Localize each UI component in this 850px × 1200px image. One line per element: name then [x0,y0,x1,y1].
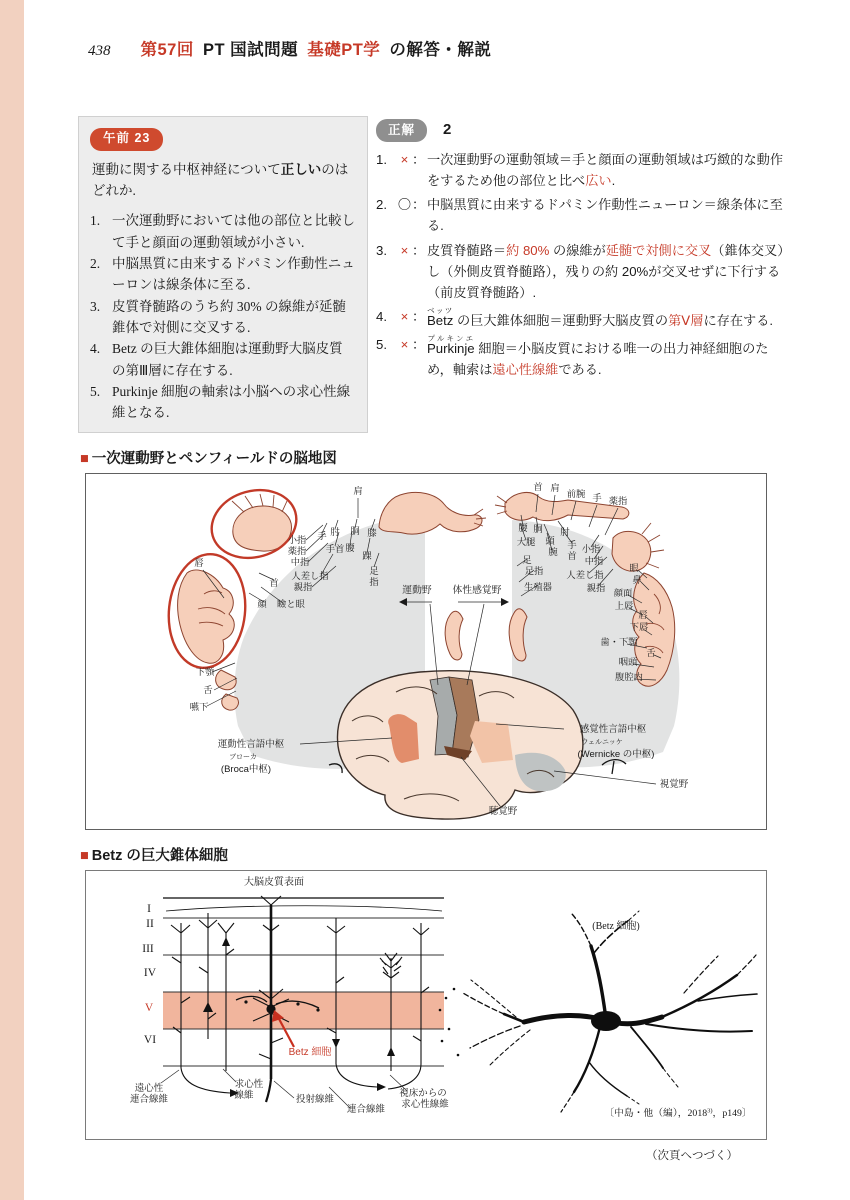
figure-label: 前腕 [566,488,586,499]
figure-label: 遠心性 [134,1082,164,1094]
figure-label: 手 [567,539,577,550]
option-text: 一次運動野においては他の部位と比較して手と顔面の運動領域が小さい. [112,213,355,250]
option-number: 2. [90,256,101,272]
figure-label: I [147,902,151,915]
figure-label: 腹腔内 [615,671,643,682]
wrong-mark: × [400,152,409,167]
title-exam-name: PT 国試問題 [202,41,299,59]
figure-label: III [142,942,154,955]
figure-label: 腕 [548,546,558,557]
section-marker-icon: ■ [80,450,89,467]
right-arrowhead [501,598,509,606]
two-column-area [78,116,790,433]
figure-label: 上唇 [614,600,634,611]
leader-lines [161,1069,407,1108]
option-text: 皮質脊髄路のうち約 30% の線維が延髄錐体で対側に交叉する. [112,298,346,336]
question-box [78,116,368,433]
figure-label: 連合線維 [129,1093,169,1105]
section-title-text: 一次運動野とペンフィールドの脳地図 [91,450,337,467]
betz-cell-figure [86,871,766,1139]
figure-label: 求心性線維 [401,1098,449,1110]
option-text: 中脳黒質に由来するドパミン作動性ニューロンは線条体に至る. [112,256,355,293]
answer-text: Purkinjeプルキンエ 細胞＝小脳皮質における唯一の出力神経細胞のため，軸索は遠心性線維である. [427,334,769,378]
figure-label: 下顎 [195,666,215,677]
option-number: 5. [90,384,101,400]
answer-item: 2. 〇 ： 中脳黒質に由来するドパミン作動性ニューロン＝線条体に至る. [376,194,790,236]
figure-label: 肘 [330,526,340,537]
option-row [90,338,356,381]
continued-note: （次頁へつづく） [646,1149,738,1162]
correct-answer-number: 2 [443,121,452,138]
figure-label: 足 [522,554,532,565]
figure-label: 視覚野 [659,778,689,790]
figure-label: 中指 [584,555,604,566]
figure-label: 眼 [629,562,639,573]
figure-label: 求心性 [234,1078,264,1090]
title-subject: 基礎PT学 [307,41,381,59]
wrong-mark: × [400,337,409,352]
wrong-mark: × [400,242,409,258]
option-number: 3. [90,298,101,314]
figure-label: 感覚性言語中枢 [579,723,647,735]
figure-label: 頭 [545,535,555,546]
figure-label: 手 [317,530,327,541]
figure-label: 線維 [234,1089,254,1101]
figure-label: 首 [269,577,279,588]
option-row [90,381,356,424]
option-text: Purkinje 細胞の軸索は小脳への求心性線維となる. [112,384,351,421]
figure-label: 肘 [560,526,570,537]
option-number: 1. [90,213,101,229]
figure-label: 歯・下顎 [600,636,638,647]
figure-label: 小指 [581,543,601,554]
title-exam-no: 第57回 [140,41,194,59]
figure-label: 大腿 [516,536,536,547]
answer-text: Betzベッツ の巨大錐体細胞＝運動野大脳皮質の第Ⅴ層に存在する. [427,305,774,328]
figure-label: 親指 [586,582,606,593]
answer-header [376,118,790,142]
answer-item: 3. × ： 皮質脊髄路＝約 80% の線維が延髄で対側に交叉（錐体交叉）し（外側皮質脊髄路），残りの約 20%が交叉せずに下行する（前皮質脊髄路）. [376,240,790,303]
answer-text: 中脳黒質に由来するドパミン作動性ニューロン＝線条体に至る. [427,197,783,234]
figure-label: Betz 細胞 [288,1046,332,1058]
figure-label: 肩 [550,482,560,493]
penfield-homunculus-figure [86,474,766,829]
figure-label: 連合線維 [346,1103,386,1115]
betz-neuron-drawing [439,911,757,1112]
figure-label: 舌 [646,647,656,658]
figure-label: 生殖器 [524,581,552,592]
page-number: 438 [88,43,111,59]
figure-label: 首 [533,481,543,492]
answer-text: 皮質脊髄路＝約 80% の線維が延髄で対側に交叉（錐体交叉）し（外側皮質脊髄路），残りの約 20%が交叉せずに下行する（前皮質脊髄路）. [427,242,784,300]
option-number: 4. [90,341,101,357]
correct-answer-badge: 正解 [376,119,427,142]
figure-label: 鼻 [632,574,642,585]
stem-text: 運動に関する中枢神経について [92,161,281,177]
page-title [141,36,496,60]
figure-label: 人差し指 [566,569,604,580]
figure-label: (Betz 細胞) [592,920,640,932]
answer-item: 5. × ： Purkinjeプルキンエ 細胞＝小脳皮質における唯一の出力神経細胞のため，軸索は遠心性線維である. [376,334,790,380]
figure-label: 瞼と眼 [277,598,305,609]
figure-label: 小指 [287,534,307,545]
figure-label: 胴 [350,525,360,536]
figure-label: 顔面 [613,587,633,598]
section-title-betz [80,844,850,865]
figure-label: 薬指 [287,545,307,556]
cortex-layer-lines [163,898,444,1066]
figure-label: 指 [369,576,379,587]
answer-item: 4. × ： Betzベッツ の巨大錐体細胞＝運動野大脳皮質の第Ⅴ層に存在する. [376,306,790,331]
figure-label: II [146,917,154,930]
question-number-badge: 午前 23 [90,128,163,151]
option-text: Betz の巨大錐体細胞は運動野大脳皮質の第Ⅲ層に存在する. [112,341,343,378]
figure-label: 大脳皮質表面 [244,876,304,888]
penfield-figure-box [85,473,767,830]
wrong-mark: × [400,308,409,324]
figure-label: 下唇 [629,621,649,632]
figure-label: 手首 [325,543,345,554]
figure-label: 足指 [524,565,544,576]
option-row [90,253,356,296]
brain-lateral-view [337,670,582,818]
figure-label: 体性感覚野 [452,584,502,596]
figure-label: 運動性言語中枢 [217,738,285,750]
figure-label: 顔 [257,598,267,609]
section-title-text: Betz の巨大錐体細胞 [91,847,228,864]
answer-explanations [376,149,790,380]
section-title-penfield [80,447,850,468]
answer-item: 1. × ： 一次運動野の運動領域＝手と顔面の運動領域は巧緻的な動作をするため他の部位と比べ広い. [376,149,790,191]
title-suffix: の解答・解説 [389,41,492,59]
betz-figure-box [85,870,767,1140]
figure-label: 視床からの [399,1087,447,1099]
figure-label: 聴覚野 [488,805,518,817]
stem-bold-word: 正しい [280,161,322,177]
figure-label: IV [143,966,157,979]
figure-label: 投射線維 [295,1093,335,1105]
figure-label: 嚥下 [189,701,209,712]
figure-label: 足 [369,565,379,576]
figure-label: 運動野 [402,584,432,596]
section-marker-icon: ■ [80,847,89,864]
figure-label: 腰 [518,522,528,533]
figure-label: (Wernicke の中枢) [577,748,655,760]
figure-label: VI [143,1033,157,1046]
stem-tail: のはどれか. [92,161,349,199]
figure-label: 肩 [353,485,363,496]
question-stem [92,159,354,202]
figure-label: 踝 [362,550,372,561]
figure-label: (Broca中枢) [220,763,272,775]
figure-label: 唇 [194,557,204,568]
figure-label: 舌 [203,684,213,695]
figure-label: V [144,1001,154,1014]
correct-mark: 〇 [397,197,412,213]
figure-label: 胴 [533,523,543,534]
option-row [90,210,356,253]
figure-label: ブローカ [229,753,257,761]
figure-label: 手 [592,492,602,503]
answer-text: 一次運動野の運動領域＝手と顔面の運動領域は巧緻的な動作をするため他の部位と比べ広い. [427,152,784,189]
figure-label: 首 [567,550,577,561]
option-row [90,296,356,339]
figure-label: 唇 [638,609,648,620]
page-header [88,36,850,60]
figure-label: 咽頭 [618,656,638,667]
figure-label: 薬指 [608,495,628,506]
answer-box [376,116,790,383]
figure-label: ウェルニッケ [581,738,623,746]
figure-label: 腰 [345,542,355,553]
figure-citation: 〔中島・他（編），2018$^{3)}$，p149〕 [604,1107,752,1119]
figure-label: 親指 [293,581,313,592]
figure-label: 中指 [290,556,310,567]
figure-label: 膝 [367,527,377,538]
figure-label: 人差し指 [291,570,329,581]
